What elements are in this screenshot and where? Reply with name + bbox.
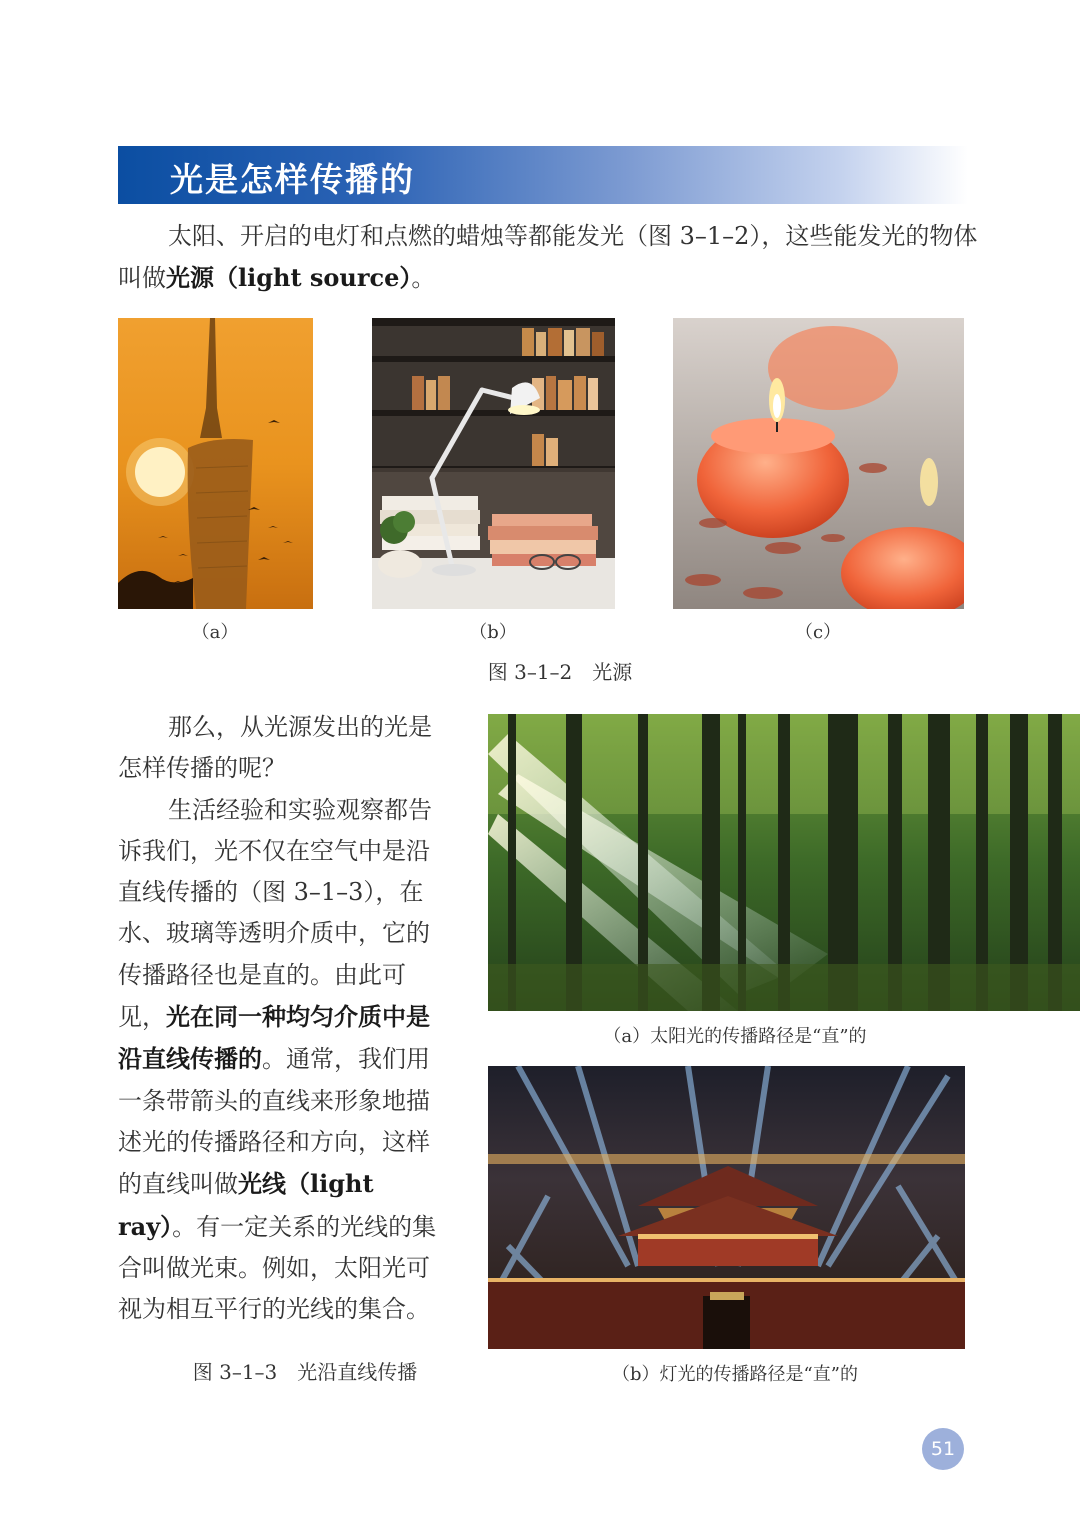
term-light-ray: 光线: [238, 1169, 286, 1199]
photo-desk-lamp: [372, 318, 615, 609]
body-text: [118, 707, 450, 1330]
figure-312-caption-b: （b）: [469, 622, 517, 643]
figure-313-title: 图 3–1–3 光沿直线传播: [192, 1360, 418, 1384]
term-light-source: 光源: [166, 263, 214, 292]
photo-candles: [673, 318, 964, 609]
figure-313-caption-a: （a）太阳光的传播路径是“直”的: [603, 1026, 867, 1047]
key-statement: 光在同一种均匀介质中是沿直线传播的: [118, 1002, 430, 1074]
paragraph-question: 那么，从光源发出的光是怎样传播的呢？: [118, 713, 432, 783]
section-title: 光是怎样传播的: [170, 160, 415, 199]
photo-sun-tower: [118, 318, 313, 609]
figure-312-caption-c: （c）: [794, 622, 842, 643]
figure-312-caption-a: （a）: [191, 622, 239, 643]
photo-palace-searchlights: [488, 1066, 965, 1349]
photo-forest-sunbeams: [488, 714, 1080, 1011]
paragraph-explanation: 生活经验和实验观察都告诉我们，光不仅在空气中是沿直线传播的（图 3–1–3），在水、玻璃等透明介质中，它的传播路径也是直的。由此可见，光在同一种均匀介质中是沿直线传播的。通常，我们用一条带箭头的直线来形象地描述光的传播路径和方向，这样的直线叫做光线（light ray）。有一定关系的光线的集合叫做光束。例如，太阳光可视为相互平行的光线的集合。: [118, 795, 437, 1324]
page-number-badge: 51: [922, 1428, 964, 1470]
figure-313-caption-b: （b）灯光的传播路径是“直”的: [612, 1364, 858, 1385]
intro-paragraph: 太阳、开启的电灯和点燃的蜡烛等都能发光（图 3–1–2），这些能发光的物体叫做光源（light source）。: [118, 222, 978, 292]
section-banner: [118, 146, 968, 204]
figure-312-title: 图 3–1–2 光源: [487, 660, 633, 684]
